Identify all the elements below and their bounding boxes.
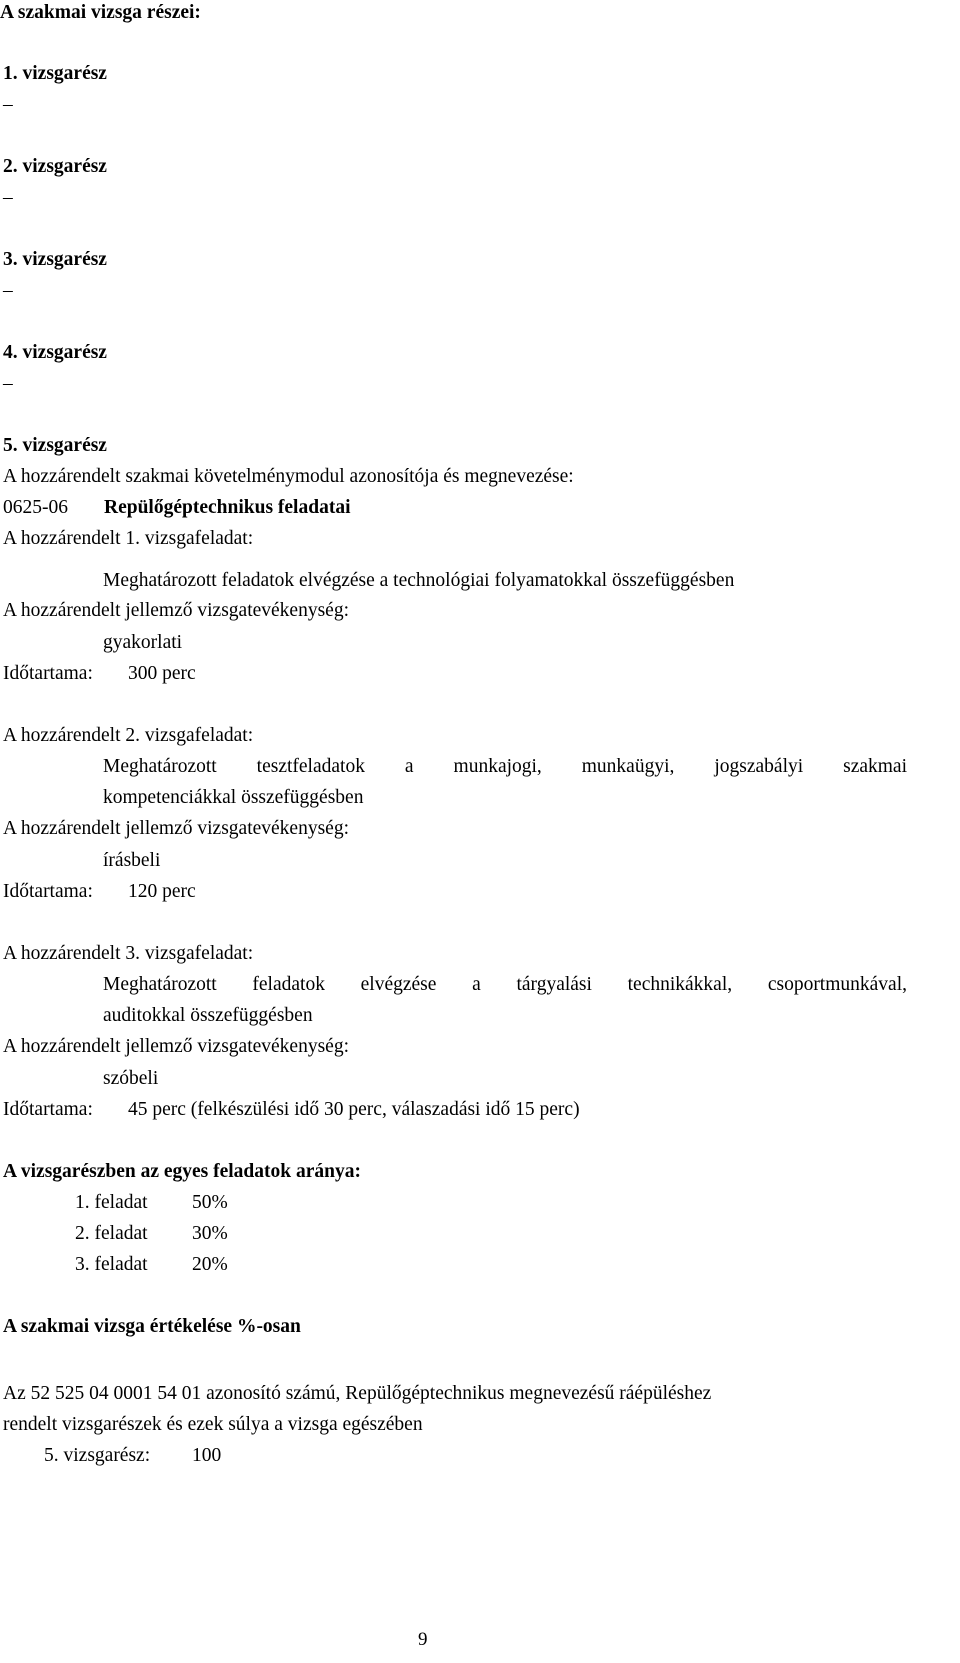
exam-part-1-dash: – — [3, 94, 13, 115]
ratio-task-2: 2. feladat — [75, 1223, 148, 1244]
task-3-description-line-2: auditokkal összefüggésben — [103, 1005, 313, 1026]
exam-part-2: 2. vizsgarész — [3, 156, 107, 177]
page-number: 9 — [418, 1629, 428, 1650]
task-1-duration-label: Időtartama: — [3, 663, 93, 684]
task-2-duration: 120 perc — [128, 881, 196, 902]
ratio-title: A vizsgarészben az egyes feladatok aránya: — [3, 1161, 361, 1182]
ratio-value-3: 20% — [192, 1254, 228, 1275]
exam-part-3: 3. vizsgarész — [3, 249, 107, 270]
task-1-header: A hozzárendelt 1. vizsgafeladat: — [3, 528, 254, 549]
task-3-duration: 45 perc (felkészülési idő 30 perc, válaszadási idő 15 perc) — [128, 1099, 580, 1120]
module-name: Repülőgéptechnikus feladatai — [104, 497, 351, 518]
exam-part-5: 5. vizsgarész — [3, 435, 107, 456]
task-3-activity-label: A hozzárendelt jellemző vizsgatevékenység: — [3, 1036, 349, 1057]
exam-part-1: 1. vizsgarész — [3, 63, 107, 84]
exam-part-2-dash: – — [3, 187, 13, 208]
task-1-activity-label: A hozzárendelt jellemző vizsgatevékenység: — [3, 600, 349, 621]
task-3-duration-label: Időtartama: — [3, 1099, 93, 1120]
summary-line-2: rendelt vizsgarészek és ezek súlya a vizsga egészében — [3, 1414, 423, 1435]
task-2-activity-label: A hozzárendelt jellemző vizsgatevékenység: — [3, 818, 349, 839]
exam-part-4-dash: – — [3, 373, 13, 394]
exam-part-3-dash: – — [3, 280, 13, 301]
task-3-description-line-1: Meghatározott feladatok elvégzése a tárgyalási technikákkal, csoportmunkával, — [103, 974, 907, 995]
ratio-task-3: 3. feladat — [75, 1254, 148, 1275]
weight-value: 100 — [192, 1445, 222, 1466]
task-2-activity: írásbeli — [103, 850, 161, 871]
summary-line-1: Az 52 525 04 0001 54 01 azonosító számú, Repülőgéptechnikus megnevezésű ráépüléshez — [3, 1383, 712, 1404]
task-1-description: Meghatározott feladatok elvégzése a technológiai folyamatokkal összefüggésben — [103, 570, 735, 591]
evaluation-title: A szakmai vizsga értékelése %-osan — [3, 1316, 301, 1337]
task-1-activity: gyakorlati — [103, 632, 183, 653]
task-1-duration: 300 perc — [128, 663, 196, 684]
task-2-header: A hozzárendelt 2. vizsgafeladat: — [3, 725, 254, 746]
ratio-value-2: 30% — [192, 1223, 228, 1244]
module-intro: A hozzárendelt szakmai követelménymodul azonosítója és megnevezése: — [3, 466, 574, 487]
ratio-task-1: 1. feladat — [75, 1192, 148, 1213]
task-3-activity: szóbeli — [103, 1068, 159, 1089]
ratio-value-1: 50% — [192, 1192, 228, 1213]
task-2-description-line-2: kompetenciákkal összefüggésben — [103, 787, 364, 808]
task-3-header: A hozzárendelt 3. vizsgafeladat: — [3, 943, 254, 964]
module-code: 0625-06 — [3, 497, 68, 518]
weight-label: 5. vizsgarész: — [44, 1445, 151, 1466]
page-heading: A szakmai vizsga részei: — [0, 2, 201, 23]
exam-part-4: 4. vizsgarész — [3, 342, 107, 363]
task-2-description-line-1: Meghatározott tesztfeladatok a munkajogi, munkaügyi, jogszabályi szakmai — [103, 756, 907, 777]
task-2-duration-label: Időtartama: — [3, 881, 93, 902]
